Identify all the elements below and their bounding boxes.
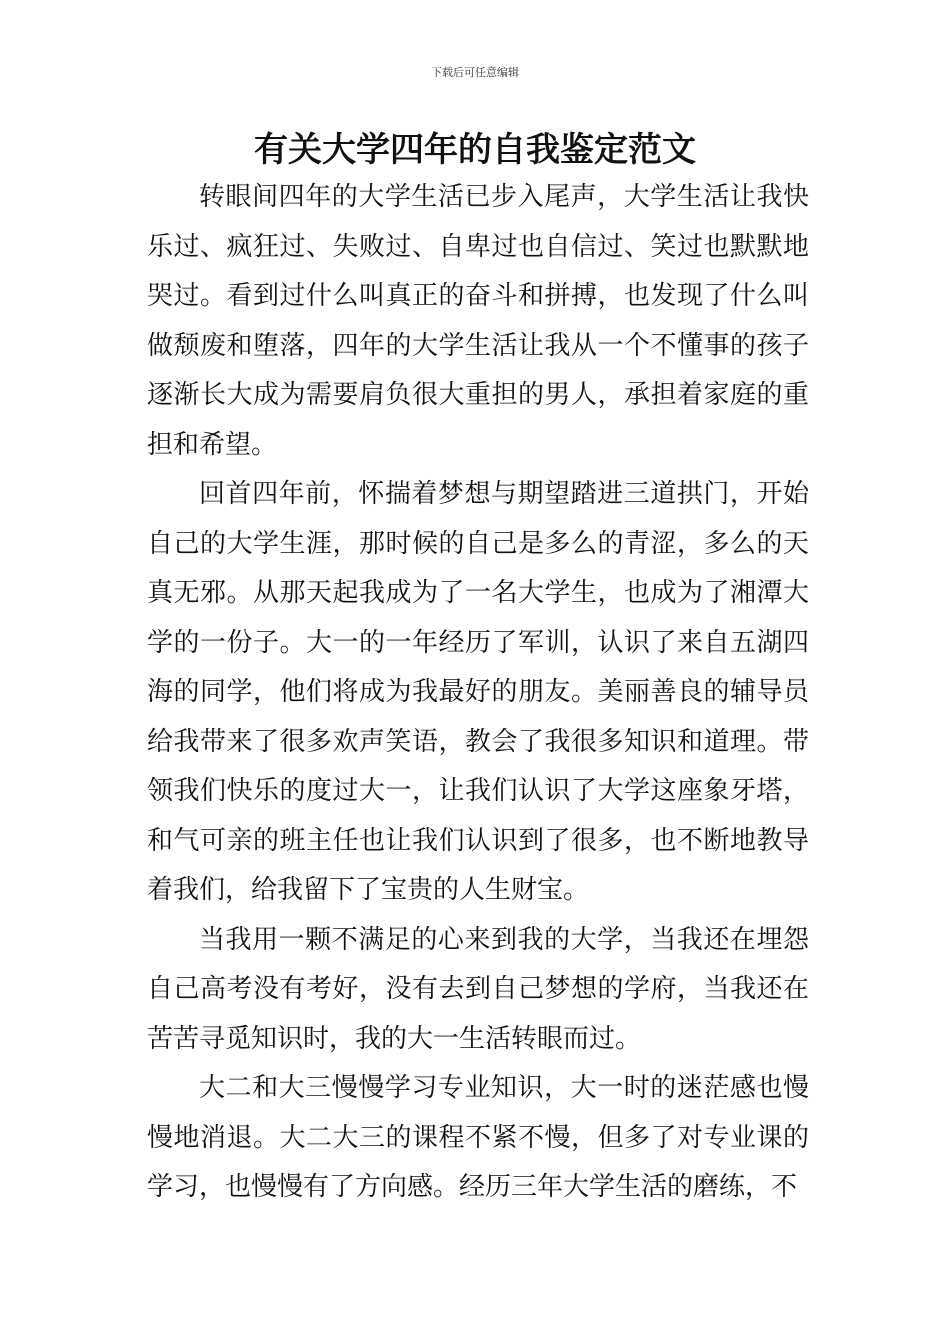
document-title: 有关大学四年的自我鉴定范文 <box>254 130 696 170</box>
paragraph-2: 回首四年前，怀揣着梦想与期望踏进三道拱门，开始自己的大学生涯，那时候的自己是多么的青涩，多么的天真无邪。从那天起我成为了一名大学生，也成为了湘潭大学的一份子。大一的一年经历了军训，认识了来自五湖四海的同学，他们将成为我最好的朋友。美丽善良的辅导员给我带来了很多欢声笑语，教会了我很多知识和道理。带领我们快乐的度过大一，让我们认识了大学这座象牙塔，和气可亲的班主任也让我们认识到了很多，也不断地教导着我们，给我留下了宝贵的人生财宝。 <box>147 479 809 905</box>
document-body <box>147 173 809 1213</box>
paragraph-1: 转眼间四年的大学生活已步入尾声，大学生活让我快乐过、疯狂过、失败过、自卑过也自信过、笑过也默默地哭过。看到过什么叫真正的奋斗和拼搏，也发现了什么叫做颓废和堕落，四年的大学生活让我从一个不懂事的孩子逐渐长大成为需要肩负很大重担的男人，承担着家庭的重担和希望。 <box>147 182 809 460</box>
paragraph-4: 大二和大三慢慢学习专业知识，大一时的迷茫感也慢慢地消退。大二大三的课程不紧不慢，但多了对专业课的学习，也慢慢有了方向感。经历三年大学生活的磨练，不 <box>147 1073 809 1202</box>
paragraph-3: 当我用一颗不满足的心来到我的大学，当我还在埋怨自己高考没有考好，没有去到自己梦想的学府，当我还在苦苦寻觅知识时，我的大一生活转眼而过。 <box>147 924 809 1054</box>
header-note: 下载后可任意编辑 <box>431 66 519 79</box>
